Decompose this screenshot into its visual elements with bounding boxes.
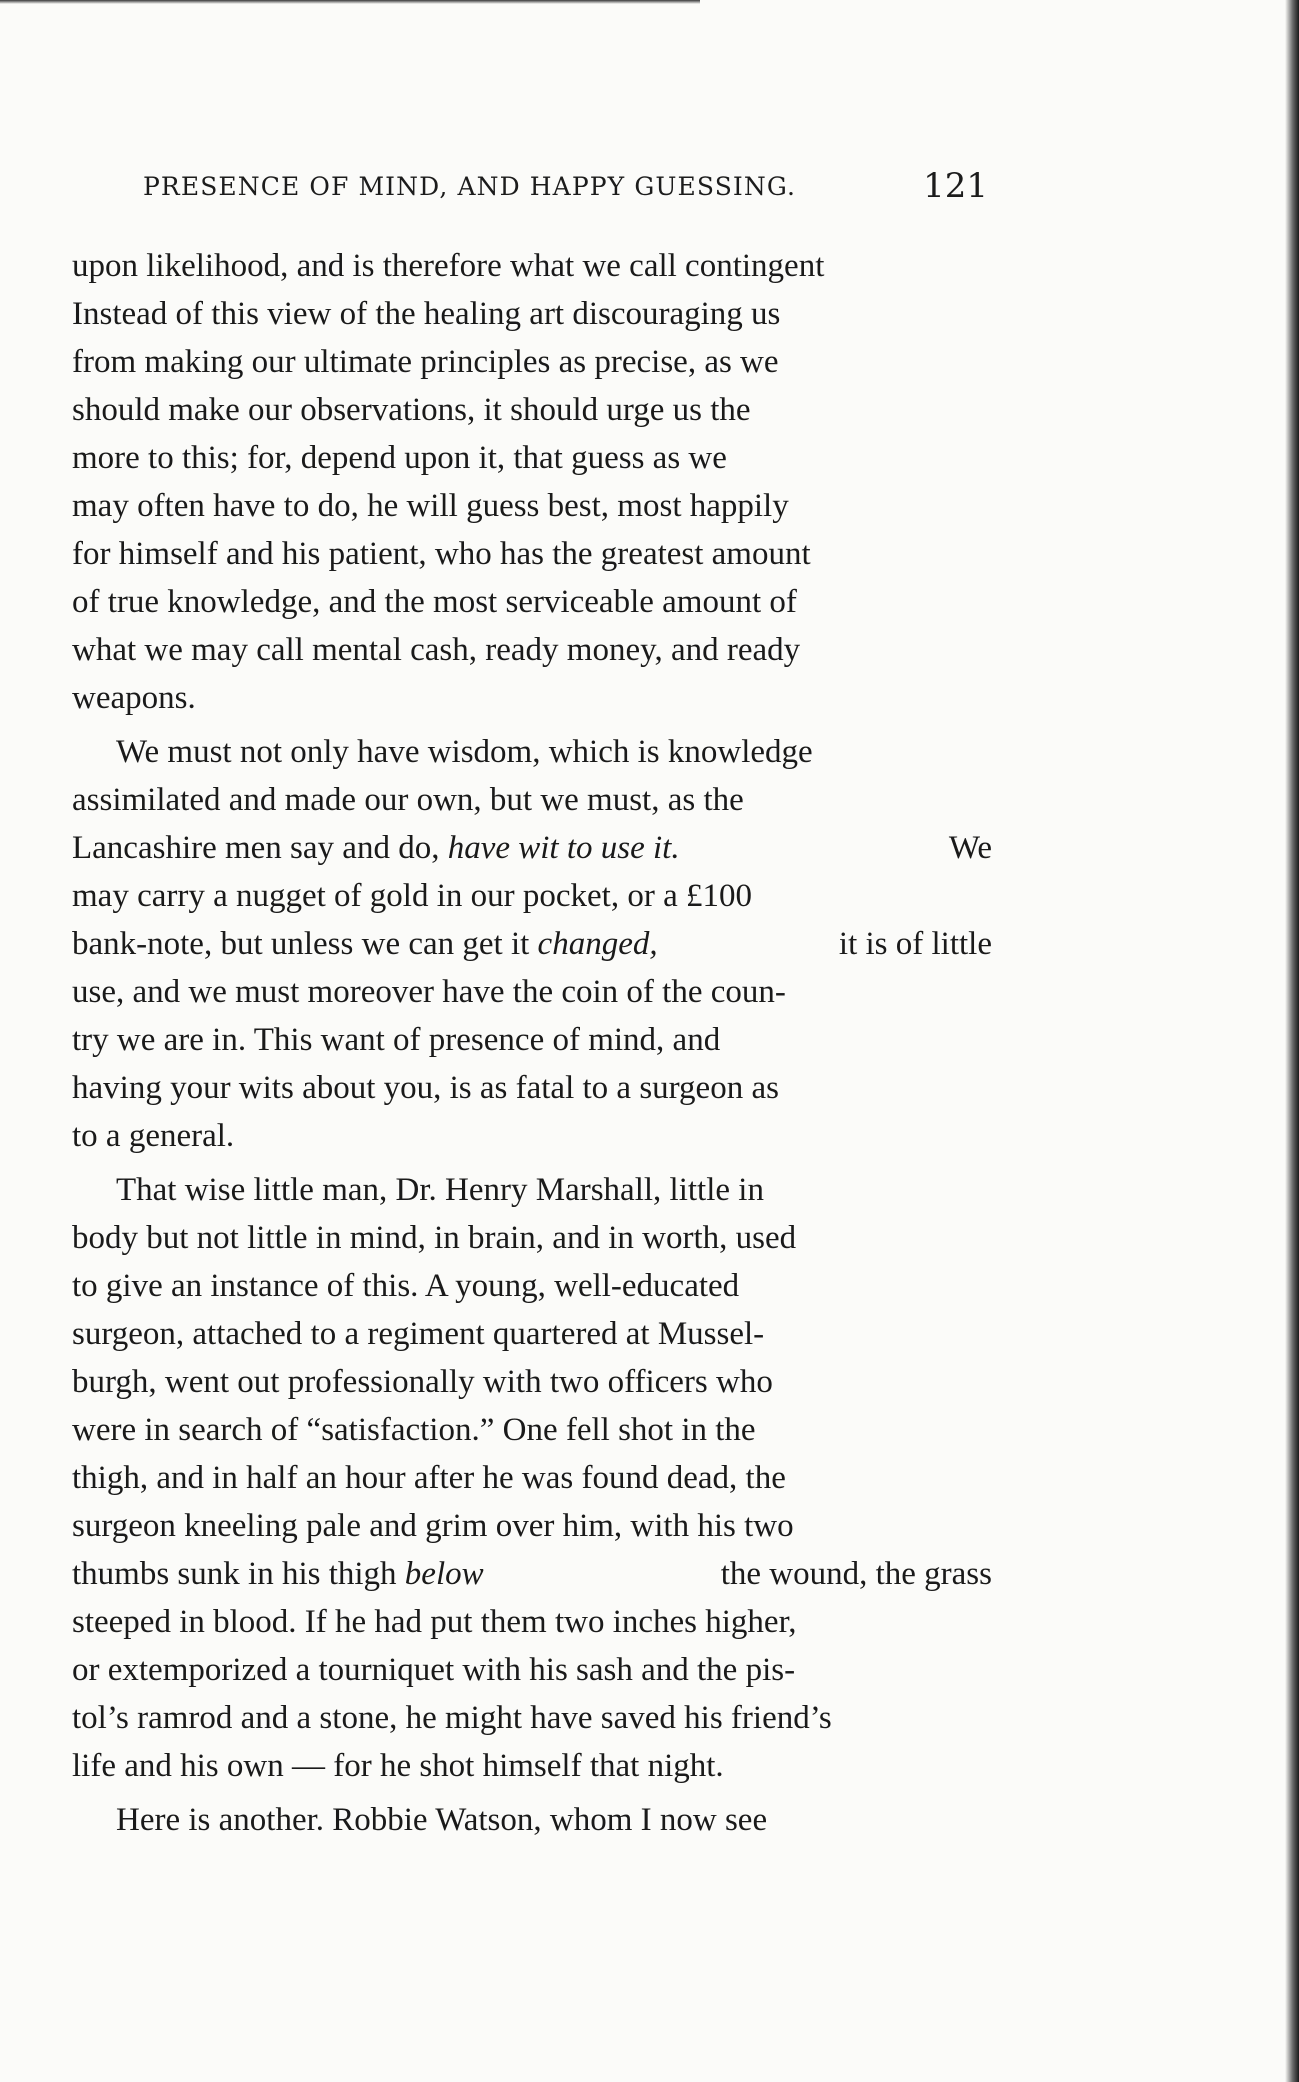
text-line: burgh, went out professionally with two officers who xyxy=(72,1364,773,1400)
paragraph-2 xyxy=(72,728,992,1160)
text-line: bank-note, but unless we can get it changed, it is of little xyxy=(72,926,992,962)
text-line: may carry a nugget of gold in our pocket, or a £100 xyxy=(72,878,752,914)
text-line: surgeon kneeling pale and grim over him, with his two xyxy=(72,1508,794,1544)
text-line: assimilated and made our own, but we must, as the xyxy=(72,782,744,818)
text-line: having your wits about you, is as fatal to a surgeon as xyxy=(72,1070,779,1106)
page-binding-edge xyxy=(1285,0,1299,2082)
text-line: or extemporized a tourniquet with his sash and the pis- xyxy=(72,1652,796,1688)
page-top-edge xyxy=(0,0,700,4)
text-line: thigh, and in half an hour after he was found dead, the xyxy=(72,1460,786,1496)
text-line: to a general. xyxy=(72,1118,235,1154)
text-line: may often have to do, he will guess best, most happily xyxy=(72,488,789,524)
text-line: That wise little man, Dr. Henry Marshall, little in xyxy=(116,1172,764,1208)
page-number: 121 xyxy=(923,166,988,206)
paragraph-4 xyxy=(72,1796,992,1844)
running-head-title: PRESENCE OF MIND, AND HAPPY GUESSING. xyxy=(143,172,797,201)
text-line: steeped in blood. If he had put them two inches higher, xyxy=(72,1604,797,1640)
running-head xyxy=(143,166,988,214)
text-line: Here is another. Robbie Watson, whom I now see xyxy=(116,1802,768,1838)
text-line: surgeon, attached to a regiment quartered at Mussel- xyxy=(72,1316,765,1352)
text-line: thumbs sunk in his thigh below the wound, the grass xyxy=(72,1556,992,1592)
text-line: weapons. xyxy=(72,680,196,716)
text-line: life and his own — for he shot himself that night. xyxy=(72,1748,724,1784)
text-line: from making our ultimate principles as precise, as we xyxy=(72,344,779,380)
text-line: should make our observations, it should urge us the xyxy=(72,392,751,428)
text-line: Lancashire men say and do, have wit to use it. We xyxy=(72,830,992,866)
paragraph-1 xyxy=(72,242,992,722)
text-line: We must not only have wisdom, which is knowledge xyxy=(116,734,813,770)
text-line: more to this; for, depend upon it, that guess as we xyxy=(72,440,727,476)
text-line: were in search of “satisfaction.” One fell shot in the xyxy=(72,1412,756,1448)
paragraph-3 xyxy=(72,1166,992,1790)
text-line: of true knowledge, and the most serviceable amount of xyxy=(72,584,797,620)
body-text xyxy=(72,242,992,1850)
text-line: use, and we must moreover have the coin of the coun- xyxy=(72,974,786,1010)
text-line: try we are in. This want of presence of mind, and xyxy=(72,1022,721,1058)
text-line: what we may call mental cash, ready money, and ready xyxy=(72,632,801,668)
text-line: upon likelihood, and is therefore what we call contingent xyxy=(72,248,825,284)
text-line: to give an instance of this. A young, well-educated xyxy=(72,1268,740,1304)
text-line: Instead of this view of the healing art discouraging us xyxy=(72,296,781,332)
text-line: tol’s ramrod and a stone, he might have saved his friend’s xyxy=(72,1700,832,1736)
text-line: for himself and his patient, who has the greatest amount xyxy=(72,536,811,572)
text-line: body but not little in mind, in brain, and in worth, used xyxy=(72,1220,797,1256)
